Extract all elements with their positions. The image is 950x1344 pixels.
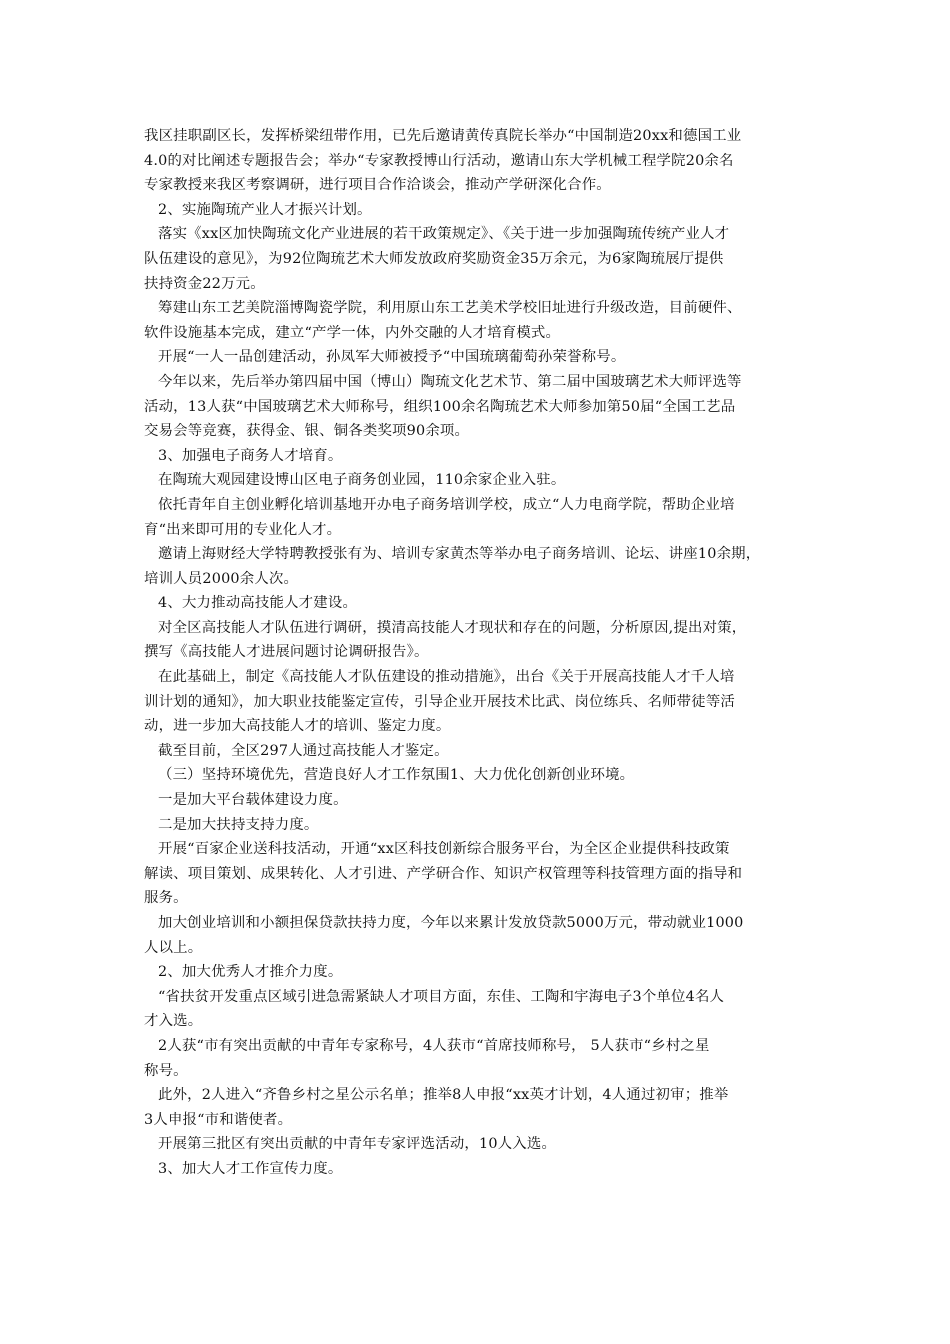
text-line: 软件设施基本完成，建立“产学一体，内外交融的人才培育模式。 [144, 324, 561, 341]
document-page [144, 124, 810, 1182]
text-line: 撰写《高技能人才进展问题讨论调研报告》。 [144, 644, 429, 661]
text-line: 活动，13人获“中国玻璃艺术大师称号，组织100余名陶琉艺术大师参加第50届“全国工艺品 [144, 398, 736, 415]
text-line: 2、加大优秀人才推介力度。 [158, 964, 343, 981]
text-line: 扶持资金22万元。 [144, 275, 265, 292]
text-line: 二是加大扶持支持力度。 [158, 816, 319, 833]
text-line: 2人获“市有突出贡献的中青年专家称号，4人获市“首席技师称号， 5人获市“乡村之星 [158, 1037, 710, 1054]
text-line: 训计划的通知》，加大职业技能鉴定宣传，引导企业开展技术比武、岗位练兵、名师带徒等活 [144, 693, 736, 710]
text-line: 此外，2人进入“齐鲁乡村之星公示名单；推举8人申报“xx英才计划，4人通过初审；推举 [158, 1087, 729, 1104]
text-line: 加大创业培训和小额担保贷款扶持力度，今年以来累计发放贷款5000万元，带动就业1000 [158, 915, 744, 931]
text-line: 我区挂职副区长，发挥桥梁纽带作用，已先后邀请黄传真院长举办“中国制造20xx和德国工业 [144, 128, 742, 144]
text-line: 培训人员2000余人次。 [144, 570, 299, 587]
text-line: 邀请上海财经大学特聘教授张有为、培训专家黄杰等举办电子商务培训、论坛、讲座10余期， [158, 546, 761, 563]
text-line: 3、加大人才工作宣传力度。 [158, 1160, 343, 1177]
text-line: 3人申报“市和谐使者。 [144, 1111, 293, 1128]
text-line: “省扶贫开发重点区域引进急需紧缺人才项目方面，东佳、工陶和宇海电子3个单位4名人 [158, 988, 725, 1005]
text-line: 落实《xx区加快陶琉文化产业进展的若干政策规定》、《关于进一步加强陶琉传统产业人才 [158, 226, 730, 243]
text-line: 在此基础上，制定《高技能人才队伍建设的推动措施》，出台《关于开展高技能人才千人培 [158, 669, 735, 686]
text-line: 对全区高技能人才队伍进行调研，摸清高技能人才现状和存在的问题，分析原因,提出对策， [158, 619, 747, 636]
text-line: 筹建山东工艺美院淄博陶瓷学院，利用原山东工艺美术学校旧址进行升级改造，目前硬件、 [158, 300, 742, 317]
text-line: 开展第三批区有突出贡献的中青年专家评选活动，10人入选。 [158, 1136, 557, 1153]
text-line: 称号。 [144, 1062, 188, 1079]
text-line: （三）坚持环境优先，营造良好人才工作氛围1、大力优化创新创业环境。 [158, 767, 635, 784]
text-line: 专家教授来我区考察调研，进行项目合作洽谈会，推动产学研深化合作。 [144, 177, 611, 194]
text-line: 一是加大平台载体建设力度。 [158, 792, 348, 809]
text-line: 人以上。 [144, 939, 203, 956]
text-line: 在陶琉大观园建设博山区电子商务创业园，110余家企业入驻。 [158, 472, 566, 489]
text-line: 开展“百家企业送科技活动，开通“xx区科技创新综合服务平台，为全区企业提供科技政策 [158, 841, 730, 858]
text-line: 截至目前，全区297人通过高技能人才鉴定。 [158, 742, 449, 759]
text-line: 交易会等竞赛，获得金、银、铜各类奖项90余项。 [144, 423, 470, 440]
text-line: 队伍建设的意见》，为92位陶琉艺术大师发放政府奖励资金35万余元，为6家陶琉展厅提供 [144, 250, 724, 267]
text-line: 服务。 [144, 890, 188, 907]
text-line: 动，进一步加大高技能人才的培训、鉴定力度。 [144, 718, 451, 735]
text-line: 才入选。 [144, 1013, 203, 1030]
text-line: 育“出来即可用的专业化人才。 [144, 521, 342, 538]
text-line: 2、实施陶琉产业人才振兴计划。 [158, 201, 372, 218]
text-line: 4、大力推动高技能人才建设。 [158, 595, 358, 612]
text-line: 4.0的对比阐述专题报告会；举办“专家教授博山行活动，邀请山东大学机械工程学院20余名 [144, 152, 734, 169]
text-line: 3、加强电子商务人才培育。 [158, 447, 343, 464]
text-line: 今年以来，先后举办第四届中国（博山）陶琉文化艺术节、第二届中国玻璃艺术大师评选等 [158, 373, 742, 390]
text-line: 依托青年自主创业孵化培训基地开办电子商务培训学校，成立“人力电商学院，帮助企业培 [158, 496, 735, 513]
text-line: 开展“一人一品创建活动，孙凤军大师被授予“中国琉璃葡萄孙荣誉称号。 [158, 349, 626, 366]
text-line: 解读、项目策划、成果转化、人才引进、产学研合作、知识产权管理等科技管理方面的指导和 [144, 865, 743, 882]
